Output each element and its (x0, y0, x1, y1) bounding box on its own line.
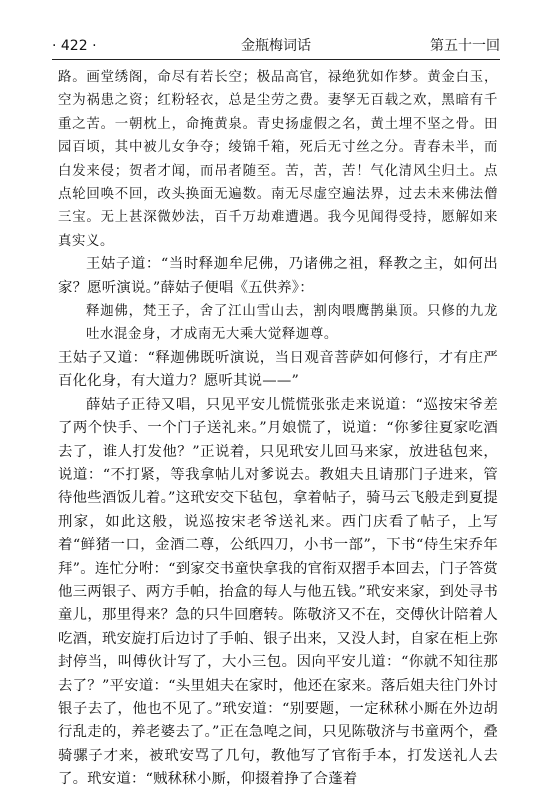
verse-paragraph: 释迦佛，梵王子，舍了江山雪山去，割肉喂鹰鹊巢顶。只修的九龙吐水混金身，才成南无大乘大觉释迦尊。 (86, 304, 498, 343)
prose-paragraph: 王姑子又道：“释迦佛既听演说，当日观音菩萨如何修行，才有庄严百化化身，有大道力？愿听其说——” (58, 349, 498, 390)
page-header (52, 35, 500, 57)
page-body (58, 66, 498, 792)
prose-paragraph: 薛姑子正待又唱，只见平安儿慌慌张张走来说道：“巡按宋爷差了两个快手、一个门子送礼来。”月娘慌了，说道：“你爹往夏家吃酒去了，谁人打发他？”正说着，只见玳安儿回马来家，放进毡包来，说道：“不打紧，等我拿帖儿对爹说去。教姐夫且请那门子进来，管待他些酒饭儿着。”这玳安交下毡包，拿着帖子，骑马云飞般走到夏提刑家，如此这般，说巡按宋老爷送礼来。西门庆看了帖子，上写着“鲜猪一口，金酒二尊，公纸四刀，小书一部”，下书“侍生宋乔年拜”。连忙分咐：“到家交书童快拿我的官衔双摺手本回去，门子答赏他三两银子、两方手帕，抬盒的每人与他五钱。”玳安来家，到处寻书童儿，那里得来？急的只牛回磨转。陈敬济又不在，交傅伙计陪着人吃酒，玳安旋打后边讨了手帕、银子出来，又没人封，自家在柜上弥封停当，叫傅伙计写了，大小三包。因向平安儿道：“你就不知往那去了？”平安道：“头里姐夫在家时，他还在家来。落后姐夫往门外讨银子去了，他也不见了。”玳安道：“别要题，一定秫秫小厮在外边胡行乱走的，养老婆去了。”正在急唣之间，只见陈敬济与书童两个，叠骑骡子才来，被玳安骂了几句，教他写了官衔手本，打发送礼人去了。玳安道：“贼秫秫小厮，仰掇着挣了合蓬着 (58, 396, 498, 788)
chapter-title: 第五十一回 (430, 38, 500, 54)
book-title: 金瓶梅词话 (241, 38, 311, 54)
header-rule (52, 59, 500, 60)
prose-paragraph: 王姑子道：“当时释迦牟尼佛，乃诸佛之祖，释教之主，如何出家？愿听演说。”薛姑子便唱《五供养》： (58, 256, 498, 296)
verse-paragraph: 路。画堂绣阁，命尽有若长空；极品高官，禄绝犹如作梦。黄金白玉，空为祸患之资；红粉轻衣，总是尘劳之费。妻孥无百载之欢，黑暗有千重之苦。一朝枕上，命掩黄泉。青史扬虚假之名，黄土埋不坚之骨。田园百顷，其中被儿女争夺；绫锦千箱，死后无寸丝之分。青春未半，而白发来侵；贺者才闻，而吊者随至。苦，苦，苦！气化清风尘归土。点点轮回唤不回，改头换面无遍数。南无尽虚空遍法界，过去未来佛法僧三宝。无上甚深微妙法，百千万劫难遭遇。我今见闻得受持，愿解如来真实义。 (58, 70, 498, 249)
page-number: · 422 · (52, 38, 97, 54)
